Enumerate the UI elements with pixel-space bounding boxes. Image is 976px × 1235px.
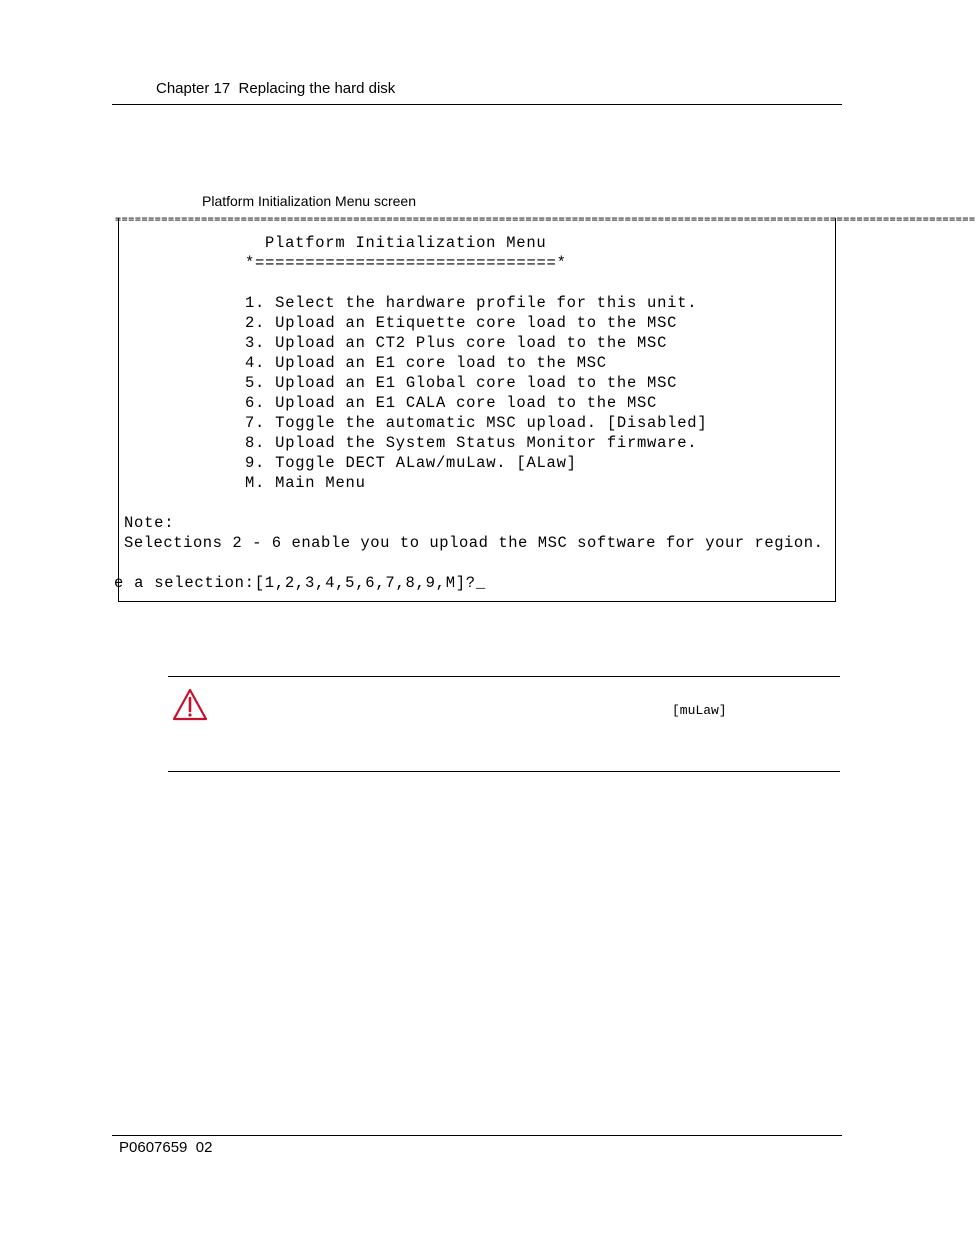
terminal-prompt — [114, 573, 486, 593]
menu-item-9: 9. Toggle DECT ALaw/muLaw. [ALaw] — [245, 454, 577, 472]
terminal-note-label: Note: — [124, 514, 175, 532]
page-header-chapter: Chapter 17 Replacing the hard disk — [156, 80, 396, 97]
terminal-menu-title: Platform Initialization Menu — [265, 234, 547, 252]
menu-item-8: 8. Upload the System Status Monitor firmware. — [245, 434, 698, 452]
terminal-top-border: ================================================================================================================================== — [115, 214, 976, 225]
menu-item-3: 3. Upload an CT2 Plus core load to the MSC — [245, 334, 668, 352]
menu-item-7: 7. Toggle the automatic MSC upload. [Disabled] — [245, 414, 708, 432]
menu-item-4: 4. Upload an E1 core load to the MSC — [245, 354, 607, 372]
terminal-screen — [114, 214, 976, 602]
warning-triangle-icon — [172, 688, 208, 722]
figure-caption: Platform Initialization Menu screen — [202, 193, 416, 209]
menu-item-6: 6. Upload an E1 CALA core load to the MSC — [245, 394, 658, 412]
menu-item-5: 5. Upload an E1 Global core load to the MSC — [245, 374, 678, 392]
terminal-cursor: _ — [475, 574, 486, 592]
terminal-title-underline: *==============================* — [245, 254, 567, 272]
footer-divider — [112, 1135, 842, 1136]
caution-bottom-divider — [168, 771, 840, 772]
menu-item-1: 1. Select the hardware profile for this unit. — [245, 294, 698, 312]
caution-top-divider — [168, 676, 840, 677]
caution-mulaw-code: [muLaw] — [672, 703, 727, 718]
menu-item-main-menu: M. Main Menu — [245, 474, 366, 492]
terminal-note-text: Selections 2 - 6 enable you to upload the MSC software for your region. — [124, 534, 824, 552]
menu-item-2: 2. Upload an Etiquette core load to the MSC — [245, 314, 678, 332]
footer-document-id: P0607659 02 — [119, 1139, 213, 1156]
terminal-prompt-text: e a selection:[1,2,3,4,5,6,7,8,9,M]? — [114, 574, 476, 592]
header-divider — [112, 104, 842, 105]
